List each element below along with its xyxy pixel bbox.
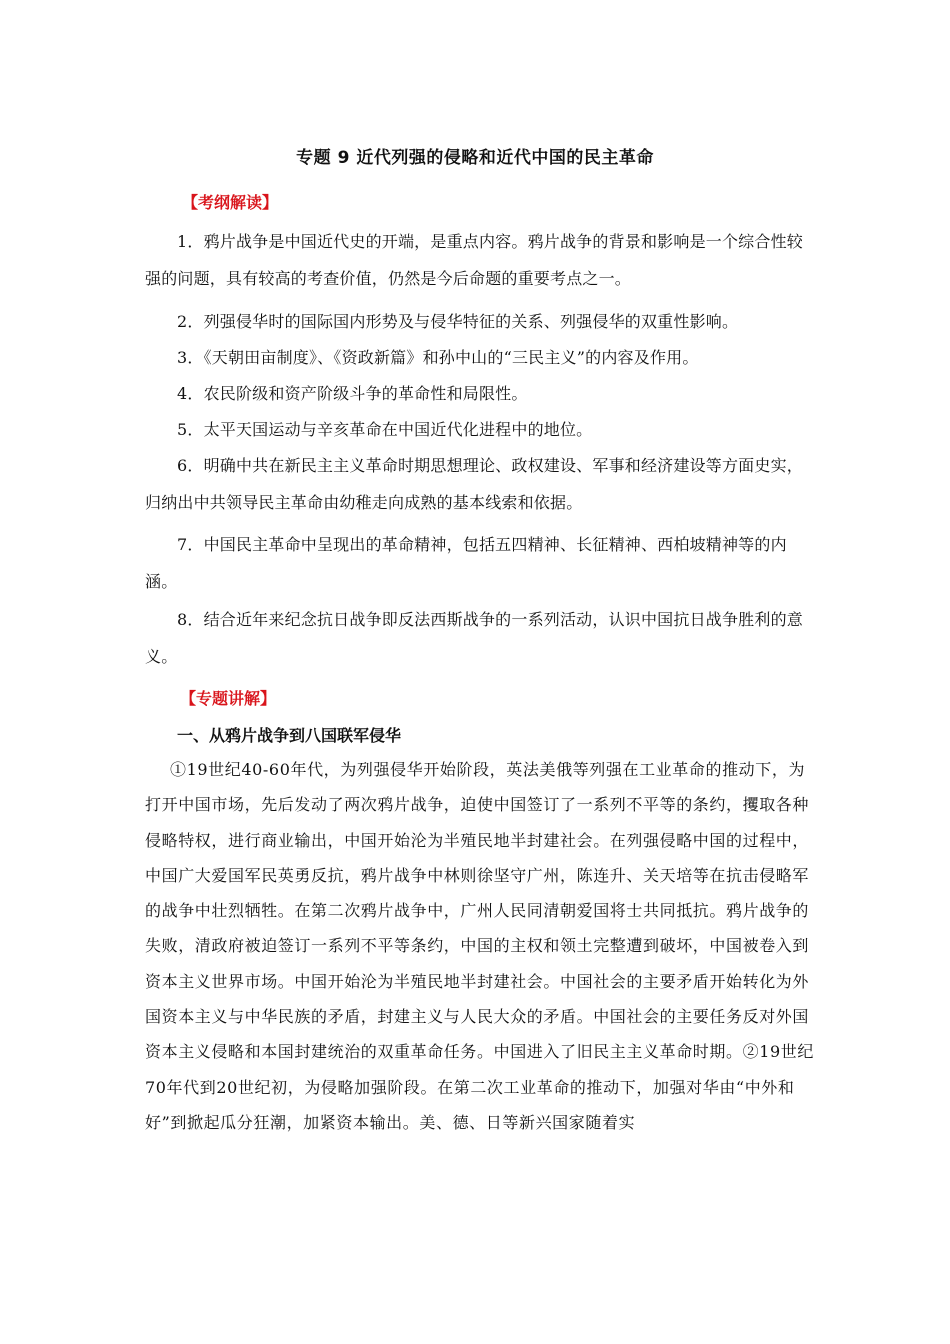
document-title: 专题 9 近代列强的侵略和近代中国的民主革命 <box>296 148 654 168</box>
kaogang-item: 7．中国民主革命中呈现出的革命精神，包括五四精神、长征精神、西柏坡精神等的内涵。 <box>145 535 787 591</box>
section-one-body: ①19世纪40-60年代，为列强侵华开始阶段，英法美俄等列强在工业革命的推动下，为打开中国市场，先后发动了两次鸦片战争，迫使中国签订了一系列不平等的条约，攫取各种侵略特权，进行商业输出，中国开始沦为半殖民地半封建社会。在列强侵略中国的过程中，中国广大爱国军民英勇反抗，鸦片战争中林则徐坚守广州，陈连升、关天培等在抗击侵略军的战争中壮烈牺牲。在第二次鸦片战争中，广州人民同清朝爱国将士共同抵抗。鸦片战争的失败，清政府被迫签订一系列不平等条约，中国的主权和领土完整遭到破坏，中国被卷入到资本主义世界市场。中国开始沦为半殖民地半封建社会。中国社会的主要矛盾开始转化为外国资本主义与中华民族的矛盾，封建主义与人民大众的矛盾。中国社会的主要任务反对外国资本主义侵略和本国封建统治的双重革命任务。中国进入了旧民主主义革命时期。②19世纪70年代到20世纪初，为侵略加强阶段。在第二次工业革命的推动下，加强对华由“中外和好”到掀起瓜分狂潮，加紧资本输出。美、德、日等新兴国家随着实 <box>145 760 814 1132</box>
kaogang-item: 5．太平天国运动与辛亥革命在中国近代化进程中的地位。 <box>177 420 593 439</box>
kaogang-item: 1．鸦片战争是中国近代史的开端，是重点内容。鸦片战争的背景和影响是一个综合性较强的问题，具有较高的考查价值，仍然是今后命题的重要考点之一。 <box>145 232 803 288</box>
kaogang-item: 6．明确中共在新民主主义革命时期思想理论、政权建设、军事和经济建设等方面史实，归纳出中共领导民主革命由幼稚走向成熟的基本线索和依据。 <box>145 456 803 512</box>
kaogang-item: 4．农民阶级和资产阶级斗争的革命性和局限性。 <box>177 384 528 403</box>
kaogang-heading: 【考纲解读】 <box>182 193 279 212</box>
kaogang-item: 2．列强侵华时的国际国内形势及与侵华特征的关系、列强侵华的双重性影响。 <box>177 312 739 331</box>
kaogang-item: 3．《天朝田亩制度》、《资政新篇》和孙中山的“三民主义”的内容及作用。 <box>177 348 699 367</box>
jiangjie-heading: 【专题讲解】 <box>180 689 277 708</box>
kaogang-item: 8．结合近年来纪念抗日战争即反法西斯战争的一系列活动，认识中国抗日战争胜利的意义。 <box>145 610 803 666</box>
section-one-heading: 一、从鸦片战争到八国联军侵华 <box>177 726 402 745</box>
